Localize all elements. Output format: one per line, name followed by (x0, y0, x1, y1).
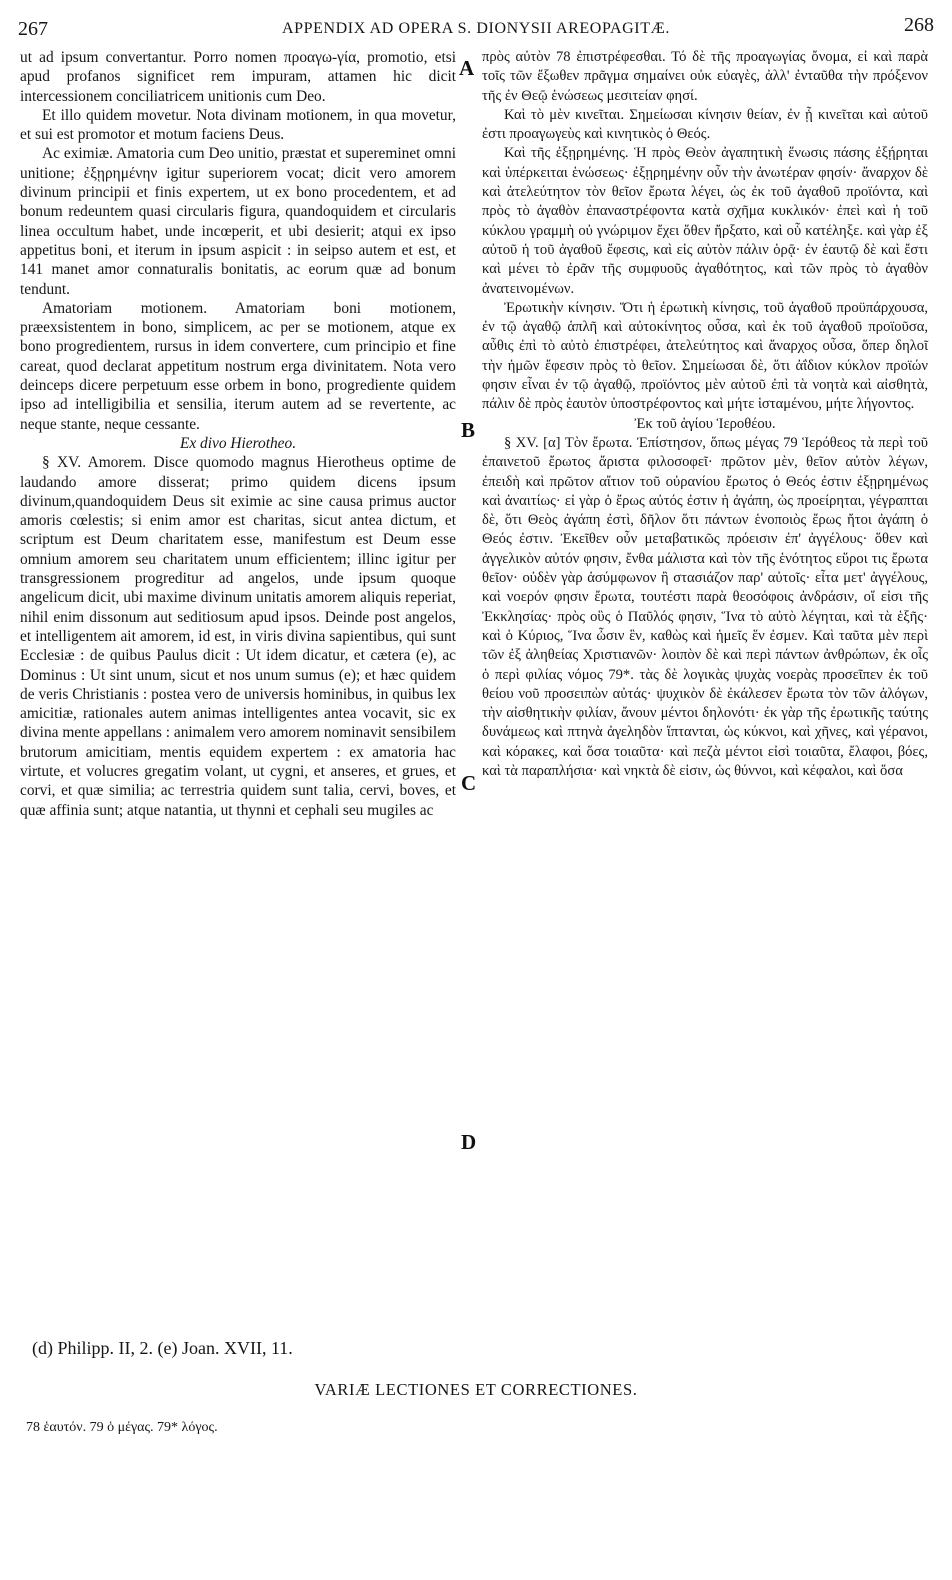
greek-paragraph: § XV. [α] Τὸν ἔρωτα. Ἐπίστησον, ὅπως μέγας 79 Ἱερόθεος τὰ περὶ τοῦ ἐπαινετοῦ ἔρωτος ἄριστα φιλοσοφεῖ· πρῶτον μὲν, θεῖον αὐτὸν λέγων, ἐπειδὴ καὶ πρῶτον αἴτιον τοῦ οὐρανίου ἔρωτος ὁ Θεός ἐστιν ἐξῃρημένως καὶ ἀναιτίως· εἰ γὰρ ὁ ἔρως αὐτός ἐστιν ἡ ἀγάπη, ὡς προείρηται, γέγραπται δὲ, ὅτι Θεὸς ἀγάπη ἐστὶ, δῆλον ὅτι πάντων ἑνοποιὸς ἔρως ἤτοι ἀγάπη ὁ Θεός ἐστιν. Ἐκεῖθεν οὖν μεταβατικῶς πρόεισιν ἐπ' ἀγγέλους· ὅθεν καὶ ἀγγελικὸν αὐτόν φησιν, ἔνθα μάλιστα καὶ τὸν τῆς ἑνότητος εὕροι τις ἔρωτα θεῖον· οὐδὲν γὰρ ἀσύμφωνον ἢ στασιάζον παρ' αὐτοῖς· εἶτα μετ' ἀγγέλους, καὶ νοερόν φησιν ἔρωτα, τουτέστι παρὰ θεοσόφοις ἀνδράσιν, οἵ εἰσι τῆς Ἐκκλησίας· πρὸς οὓς ὁ Παῦλός φησιν, Ἵνα τὸ αὐτὸ λέγηται, καὶ τὰ ἑξῆς· καὶ ὁ Κύριος, Ἵνα ὦσιν ἓν, καθὼς καὶ ἡμεῖς ἕν ἐσμεν. Καὶ ταῦτα μὲν περὶ τῶν ἐξ ἀληθείας Χριστιανῶν· λοιπὸν δὲ καὶ περὶ πάντων ἀνθρώπων, ἐκ οἷς ὁ περὶ φιλίας νόμος 79*. τὰς δὲ λογικὰς ψυχὰς νοερὰς προσεῖπεν ἐκ τοῦ θείου νοῦ προσειπὼν αὐτάς· ψυχικὸν δὲ ἐκάλεσεν ἔρωτα τὸν τῶν ἀλόγων, τὴν αἰσθητικὴν φιλίαν, ἄνουν μέντοι δηλονότι· ἐκ γὰρ τῆς ἐρωτικῆς ταύτης δυνάμεως καὶ πτηνὰ ἀγεληδὸν ἵπτανται, ὡς κύκνοι, καὶ χῆνες, καὶ γέρανοι, καὶ κόρακες, καὶ ὅσα τοιαῦτα· καὶ πεζὰ μέντοι εἰσὶ τοιαῦτα, ἔλαφοι, βόες, καὶ τὰ παραπλήσια· καὶ νηκτὰ δὲ εἰσιν, ὡς θύννοι, καὶ κέφαλοι, καὶ ὅσα (482, 434, 928, 779)
greek-paragraph: πρὸς αὐτὸν 78 ἐπιστρέφεσθαι. Τό δὲ τῆς προαγωγίας ὄνομα, εἰ καὶ παρὰ τοῖς τῶν ἔξωθεν πρᾶγμα σημαίνει οὐκ εὐαγὲς, ἀλλ' ἐνταῦθα τὴν πρόξενον τῆς ἐν Θεῷ ἑνώσεως μεσιτείαν φησί. (482, 49, 928, 104)
latin-column (20, 48, 456, 820)
margin-letter-c: C (461, 771, 477, 795)
footnotes: (d) Philipp. II, 2. (e) Joan. XVII, 11. (32, 1338, 293, 1358)
right-page-number: 268 (904, 14, 934, 36)
greek-column (482, 48, 928, 781)
margin-letter-b: B (461, 418, 476, 442)
greek-paragraph: Ἐρωτικὴν κίνησιν. Ὅτι ἡ ἐρωτικὴ κίνησις, τοῦ ἀγαθοῦ προϋπάρχουσα, ἐν τῷ ἀγαθῷ ἁπλῆ καὶ αὐτοκίνητος οὖσα, καὶ ἐκ τοῦ ἀγαθοῦ προϊοῦσα, αὖθις ἐπὶ τὸ αὐτὸ ἐπιστρέφει, ἀτελεύτητος καὶ ἄναρχος οὖσα, ὅπερ δηλοῖ τὴν ἡμῶν ἔφεσιν πρὸς τὸ θεῖον. Σημείωσαι δὲ, ὅτι ἀΐδιον κύκλον προϊών φησιν εἶναι ἐν τῷ ἀγαθῷ, προϊόντος μὲν αὐτοῦ ἐπὶ τὰ νοητὰ καὶ αἰσθητὰ, πάλιν δὲ πρὸς ἑαυτὸν ὑποστρέφοντος καὶ μήτε ἱσταμένου, μήτε λήγοντος. (482, 299, 928, 413)
variae-lectiones: 78 ἑαυτόν. 79 ὁ μέγας. 79* λόγος. (26, 1420, 218, 1435)
latin-paragraph: § XV. Amorem. Disce quomodo magnus Hierotheus optime de laudando amore disserat; primo quidem dicens ipsum divinum,quandoquidem Deus sit eximie ac sine causa primus auctor amoris cœlestis; si enim amor est charitas, sicut antea dictum, et scriptum est Deum charitatem esse, manifestum est Deum esse omnium amorem seu charitatem unum efficientem; illinc igitur per transgressionem progreditur ad angelos, unde ipsum quoque angelicum dicit, ubi maxime divinum unitatis amorem aliquis reperiat, nihil enim dissonum aut seditiosum apud ipsos. Deinde post angelos, et intelligentem ait amorem, id est, in viris divina sapientibus, qui sunt Ecclesiæ : de quibus Paulus dicit : Ut idem dicatur, et cætera (e), ac Dominus : Ut sint unum, sicut et nos unum sumus (e); et hæc quidem de veris Christianis : postea vero de universis hominibus, in quibus lex amicitiæ, rationales autem animas intelligentes antea vocavit, sic ex divina mente appellans : animalem vero amorem nominavit sensibilem brutorum amicitiam, mentis equidem expertem : ex amatoria hac virtute, et volucres gregatim volant, ut cygni, et anseres, et grues, et corvi, et quæ similia; ac terrestria quidem sunt talia, cervi, boves, et quæ affinia sunt; atque natantia, ut thynni et cephali seu mugiles ac (20, 454, 456, 819)
greek-paragraph: Καὶ τὸ μὲν κινεῖται. Σημείωσαι κίνησιν θείαν, ἐν ᾗ κινεῖται καὶ αὐτοῦ ἐστι προαγωγεὺς καὶ κινητικὸς ὁ Θεός. (482, 106, 928, 143)
variae-heading: VARIÆ LECTIONES ET CORRECTIONES. (314, 1380, 638, 1399)
left-page-number: 267 (18, 18, 48, 40)
latin-paragraph: ut ad ipsum convertantur. Porro nomen προαγω-γία, promotio, etsi apud profanos significet rem impuram, attamen hic dicit intercessionem conciliatricem unitionis cum Deo. (20, 49, 456, 105)
latin-subheading: Ex divo Hierotheo. (179, 434, 297, 452)
greek-subheading: Ἐκ τοῦ ἁγίου Ἱεροθέου. (634, 415, 776, 432)
latin-paragraph: Amatoriam motionem. Amatoriam boni motionem, præexsistentem in bono, simplicem, ac per se motionem, atque ex bono progredientem, rursus in idem convertere, cum principio et fine careat, quod declarat appetitum nostrum erga divinitatem. Nota vero deinceps dicere perpetuum esse orbem in bono, progrediente quidem ipso ad intelligibilia et sensilia, iterum autem ad se revertente, ac neque stante, neque cessante. (20, 299, 456, 433)
margin-letter-d: D (461, 1130, 477, 1154)
running-header (18, 14, 934, 42)
running-title: APPENDIX AD OPERA S. DIONYSII AREOPAGITÆ. (281, 20, 671, 37)
latin-paragraph: Et illo quidem movetur. Nota divinam motionem, in qua movetur, et sui est promotor et motum faciens Deus. (20, 106, 456, 144)
latin-paragraph: Ac eximiæ. Amatoria cum Deo unitio, præstat et supereminet omni unitione; ἐξῃρημένην igitur superiorem vocat; dicit vero amorem divinum principii et finis expertem, ut ex bono procedentem, et ad bonum redeuntem quasi circularis figura, quandoquidem et circularis linea occultum habet, unde incœperit, et ubi desierit; atqui ex ipso appetitus boni, et iterum in ipsum aspicit : in seipso autem et est, et 141 manet amor connaturalis bonitatis, ac eorum quæ ad bonum tendunt. (20, 145, 456, 298)
greek-paragraph: Καὶ τῆς ἐξῃρημένης. Ἡ πρὸς Θεὸν ἀγαπητικὴ ἕνωσις πάσης ἐξῄρηται καὶ ὑπέρκειται ἑνώσεως· ἐξῃρημένην οὖν τὴν ἀνωτέραν φησίν· ἄναρχον δὲ καὶ ἀτελεύτητον τὸν θεῖον ἔρωτα λέγει, ὡς ἐκ τοῦ ἀγαθοῦ προϊόντα, καὶ πρὸς τὸ ἀγαθὸν ἐπαναστρέφοντα κατὰ σχῆμα κυκλικόν· ἐπεὶ καὶ ἡ τοῦ κύκλου γραμμὴ οὐ γνώριμον ἔχει ὅθεν ἤρξατο, καὶ οὗ κατέληξε. καὶ γὰρ ἐξ αὐτοῦ ἡ τοῦ ἀγαθοῦ ἔφεσις, καὶ εἰς αὐτὸν πάλιν ὁρᾷ· ἐν ἑαυτῷ δὲ καὶ ἔστι καὶ μένει τὸ ἐρᾶν τῆς συμφυοῦς ἀγαθότητος, καὶ τῶν πρὸς τὸ ἀγαθὸν ἀνατεινομένων. (482, 145, 928, 297)
margin-letter-a: A (459, 56, 475, 80)
